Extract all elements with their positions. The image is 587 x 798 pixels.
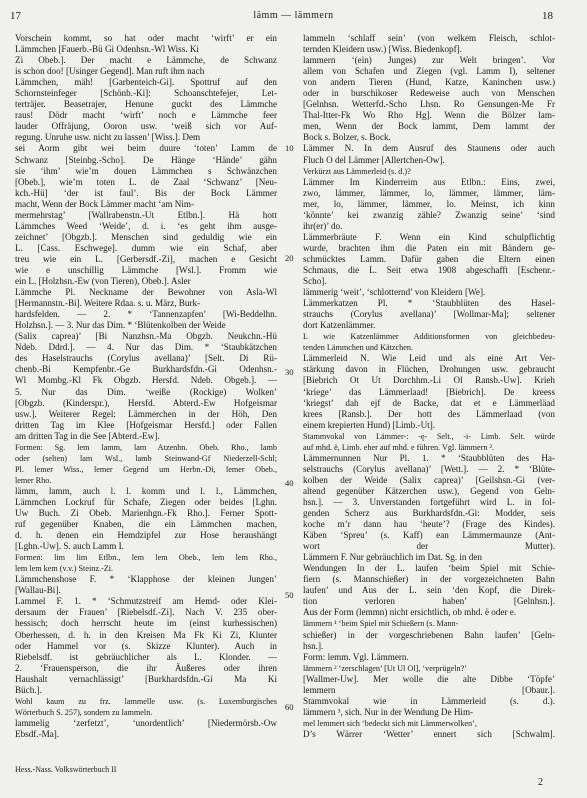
text-line: Fluch O del Lämmer [Allertchen-Ow]. (303, 154, 445, 165)
text-line: genden Scherz aus Burkhardsfdn.-Gi: Modder, seis (303, 508, 555, 519)
text-line: men, Wenn der Bock lammt, Dem lammt der (303, 121, 555, 132)
text-line: [Lghn.-Uw]. S. auch Lamm I. (15, 541, 124, 552)
text-line: zeichnet’ [Obgzb.]. Menschen sind geduldig wie ein (15, 231, 277, 242)
signature-mark: 2 (538, 777, 543, 788)
text-line: 5. Nur das Dim. ‘weiße (Rockige) Wolken’ (15, 386, 277, 397)
text-line: Scho]. (303, 276, 327, 287)
text-line: lammern ‘(ein) Junges) zur Welt bringen’. Vor (303, 55, 555, 66)
line-number: 60 (285, 702, 294, 712)
line-number: 30 (285, 367, 294, 377)
text-line: kch.-Hü] ‘der ist faul’. Bis der Bock Lämmer (15, 187, 277, 198)
text-line: Formen: Sg. lem lamm, lam Atzenhn. Obeb. Rho., lamb (15, 442, 277, 452)
text-line: Lämmerleid N. Wie Leid und als eine Art Ver- (303, 353, 555, 364)
text-line: ein L. [Holzhsn.-Ew (von Tieren), Obeb.]. Asler (15, 276, 191, 287)
text-line: Ndeb. Ddrd.]. — 4. Nur das Dim. * ‘Staubkätzchen (15, 342, 277, 353)
text-line: oder in burschikoser Redeweise auch von Menschen (303, 88, 555, 99)
text-line: selstrauchs (Corylus avellana)’ [Wett.]. — 2. * ‘Blüte- (303, 463, 555, 474)
text-line: Aus der Form (lemmn) nicht ersichtlich, ob mhd. ë oder e. (303, 607, 517, 618)
text-line: Schornsteinfeger [Schönb.-Ki]: Schoanschtefejer, Let- (15, 88, 277, 99)
text-line: Lämmernunnen Nur Pl. 1. * ‘Staubblüten des Ha- (303, 452, 555, 463)
text-line: strauchs (Corylus avellana)’ [Wollmar-Ma]; seltener (303, 309, 555, 320)
text-line: sie ‘ihm’ wie’m douen Lämmchen s Schwänzchen (15, 165, 277, 176)
line-number: 20 (285, 253, 294, 263)
text-line: Haushalt vernachlässigt’ [Burkhardsfdn.-Gi Ma Ki (15, 673, 277, 684)
text-line: lämmern ³, sich. Nur in der Wendung De Him- (303, 706, 474, 717)
text-line: Holzhsn.]. — 3. Nur das Dim. * ‘Blütenkolben der Weide (15, 320, 226, 331)
text-line: regung. Unruhe usw. nicht zu lassen’ [Wiss.]. Dem (15, 132, 201, 143)
text-line: ‘kriege’ das Lämmerlaad! [Biebrich]. De kreess (303, 386, 555, 397)
text-line: Wohl kaum zu frz. lammelle usw. (s. Luxemburgisches (15, 696, 277, 706)
text-line: 2. ‘Frauensperson, die ihr Äußeres oder ihren (15, 662, 277, 673)
text-line: Lämmern F. Nur gebräuchlich im Dat. Sg. in den (303, 552, 482, 563)
text-line: auf mhd. ë, Limb. eher auf mhd. e führen. Vgl. lämmern ². (303, 442, 495, 452)
page-number-left: 17 (10, 10, 21, 22)
running-head-title: lämm — lämmern (253, 10, 334, 21)
text-line: ‘könnte’ kei zwanzig zähle? Zwanzig seine’ ‘sind (303, 209, 555, 220)
text-line: lämm, lamm, auch l. l. komm und l. l., Lämmchen, (15, 485, 277, 496)
running-header (0, 10, 587, 26)
text-line: lem lem kem (v.v.) Steinz.-Zi. (15, 564, 114, 574)
text-line: Wl Mombg.-Kl Fk Obgzb. Hersfd. Ndeb. Obgeb.]. — (15, 375, 277, 386)
text-line: (Salix caprea)’ [Bi Nanzhsn.-Ma Obgzb. Neukchn.-Hü (15, 331, 277, 342)
text-line: wurde, brachten ihm die Paten ein mit Bändern ge- (303, 242, 555, 253)
text-line: chenb.-Bi Kempfenbr.-Ge Burkhardsfdn.-Gi Odenhsn.- (15, 364, 277, 375)
text-line: lauder Offräjung, Ooron usw. ‘weiß sich vor Auf- (15, 121, 277, 132)
text-line: lämmerig ‘weit’, ‘schlotternd’ von Kleidern [We]. (303, 287, 486, 298)
text-line: L wie Katzenlämmer Additionsformen von gleichbedeu- (303, 332, 555, 342)
line-number: 10 (285, 143, 294, 153)
text-line: [Gelnhsn. Wetterfd.-Scho Lhsn. Ro Gensungen-Me Fr (303, 99, 555, 110)
text-line: Pl. lemer Wiss., lemer Gegend um Herbn.-Di, lemer Obeb., (15, 464, 277, 474)
text-line: einem krepierten Hund) [Limb.-Ut]. (303, 419, 436, 430)
text-line: wort der Mutter). (303, 541, 555, 552)
text-line: oder (selten) lam Wsl., lamb Steinwand-Gf Niederzell-Schl; (15, 453, 277, 463)
text-line: Büch.]. (15, 684, 42, 695)
text-line: schmücktes Lamm. Dafür gaben die Eltern einen (303, 253, 555, 264)
text-line: Schwanz [Steinbg.-Scho]. De Hänge ‘Hände’ gähn (15, 154, 277, 165)
text-line: mermehrstag’ [Wallrabenstn.-Ut Etlbn.]. Hä hott (15, 209, 277, 220)
text-line: terträjer. Beasetrajer, Henune guckt des Lämmche (15, 99, 277, 110)
page-number-right: 18 (542, 10, 553, 22)
text-line: stärkung davon in Flüchen, Drohungen usw. gebraucht (303, 364, 555, 375)
text-line: hessisch; doch herrscht heute im (einst kurhessischen) (15, 618, 277, 629)
text-line: lämmern ¹ ‘beim Spiel mit Schießern (s. Mann- (303, 619, 459, 629)
text-line: von andern Tieren (Hund, Katze, Kaninchen usw.) (303, 77, 555, 88)
text-line: oder Hammel vor (s. Skizze Klunter). Auch in (15, 640, 277, 651)
text-line: [Wallmer-Uw]. Mer wolle die alte Dibbe ‘Töpfe’ (303, 673, 555, 684)
text-line: ternden Kleidern usw.) [Wiss. Biedenkopf]. (303, 44, 462, 55)
text-line: usw.]. Weiterer Regel: Lämmerchen in der Höh, Den (15, 408, 277, 419)
text-line: laufen’ und Aus der L. sein ‘den Kopf, die Direk- (303, 585, 555, 596)
text-line: L. [Cass. Eschwege]. dumm wie ein Schaf, aber (15, 242, 277, 253)
text-line: tion verloren haben’ [Gelnhsn.]. (303, 596, 555, 607)
text-line: Stammvokal wie in Lämmerleid (s. d.). (303, 695, 555, 706)
text-line: Lämmerkatzen Pl. * ‘Staubblüten des Hasel- (303, 298, 555, 309)
text-line: Lämmches Weed ‘Weide’, d. i. ‘es geht ihm ausge- (15, 220, 277, 231)
text-line: ihr(er)’ do. (303, 220, 343, 231)
left-column (15, 33, 277, 740)
text-line: koche m’r dann hau ‘heute’? (Frage des Kindes). (303, 519, 555, 530)
text-line: lemer Rho. (15, 475, 52, 485)
text-line: mer, lo, lämmer, lämmer, lo. Meinst, ich kinn (303, 198, 555, 209)
text-line: Lämmchenshose F. * ‘Klapphose der kleinen Jungen’ (15, 574, 277, 585)
text-line: altend gegenüber Kätzerchen usw.), Gegend von Geln- (303, 485, 555, 496)
text-line: allem von Schafen und Ziegen (vgl. Lamm I), seltener (303, 66, 555, 77)
text-line: des Haselstrauchs (Corylus avellana)’ [Selt. Di Rü- (15, 353, 277, 364)
line-number: 40 (285, 478, 294, 488)
footer-title: Hess.-Nass. Volkswörterbuch II (15, 765, 117, 774)
text-line: Lämmer Im Kinderreim aus Etlbn.: Eins, zwei, (303, 176, 555, 187)
text-line: Thal-Itter-Fk Wo Rho Hg]. Wenn die Bölzer lam- (303, 110, 555, 121)
text-line: lemmern [Obaur.]. (303, 684, 555, 695)
text-line: [Hermannstn.-Bi]. Weitere Rdaa. s. u. März, Burk- (15, 298, 201, 309)
text-line: macht, Wenn der Bock Lämmer macht ‘am Nim- (15, 198, 195, 209)
text-line: Verkürzt aus Lämmerleid (s. d.)? (303, 166, 411, 176)
text-line: Zi Obeb.]. Der macht e Lämmche, de Schwanz (15, 55, 277, 66)
right-column (303, 33, 555, 740)
text-line: is schon doo! [Usinger Gegend]. Man ruft ihm nach (15, 66, 205, 77)
text-line: Lämmchen, mäh! [Garbenteich-Gi]. Spottruf auf den (15, 77, 277, 88)
text-line: lammelig ‘zerfetzt’, ‘unordentlich’ [Niedermörsb.-Ow (15, 717, 277, 728)
text-line: hsn.]. — 3. Unverstanden fortgeführt wird L. in fol- (303, 496, 555, 507)
text-line: schießer) in der vorgeschriebenen Bahn laufen’ [Geln- (303, 629, 555, 640)
text-line: Schmaus, die L. Seit etwa 1908 abgeschafft [Eschenr.- (303, 264, 555, 275)
text-line: [Biebrich Ot Ut Dorchhm.-Li Ol Ransb.-Uw]. Krieh (303, 375, 555, 386)
text-line: krees [Ransb.]. Der hott des Lämmerlaad (von (303, 408, 555, 419)
text-line: tenden Lämmchen und Kätzchen. (303, 343, 414, 353)
text-line: Wendungen In der L. laufen ‘beim Spiel mit Schie- (303, 563, 555, 574)
text-line: sei Aorm gibt wei beim duure ‘toten’ Lamm de (15, 143, 277, 154)
text-line: Riebelsdf. ist gebräuchlicher als L. Klonder. — (15, 651, 277, 662)
text-line: [Obeb.], wie’m toten L. de Zaal ‘Schwanz’ [Neu- (15, 176, 277, 187)
text-line: mel lemmert sich ‘bedeckt sich mit Lämmerwolken’, (303, 718, 477, 728)
text-line: Ebsdf.-Ma]. (15, 728, 60, 739)
text-line: hardsfelden. — 2. * ‘Tannenzapfen’ [Wi-Beddelhn. (15, 309, 277, 320)
text-line: d. h. denen ein Hemdzipfel zur Hose heraushängt (15, 530, 277, 541)
text-line: treu wie ein L. [Gerbersdf.-Zi], machen e Gesicht (15, 253, 277, 264)
text-line: kolben der Weide (Salix caprea)’ [Geilshsn.-Gi (ver- (303, 474, 555, 485)
text-line: Wörterbuch S. 257), sondern zu lammeln. (15, 707, 153, 717)
text-line: Lämmer N. In dem Ausruf des Staunens oder auch (303, 143, 555, 154)
text-line: Lämmchen [Fauerb.-Bü Gi Odenhsn.-Wl Wiss. Ki (15, 44, 199, 55)
text-line: lämmern ² ‘zerschlagen’ [Ut Ul Ol], ‘verprügeln?’ (303, 663, 467, 673)
line-number: 50 (285, 590, 294, 600)
text-line: Lämmche Pl. Neckname der Bewohner von Asla-Wl (15, 287, 277, 298)
text-line: Vorschein kommt, so hat oder macht ‘wirft’ er ein (15, 33, 277, 43)
text-line: Bock s. Bolzer, s. Bock. (303, 132, 391, 143)
text-line: Lämmerbräute F. Wenn ein Kind schulpflichtig (303, 231, 555, 242)
text-line: dersaum der Frauen’ [Riebelsdf.-Zi]. Nach V. 235 ober- (15, 607, 277, 618)
text-line: [Wallau-Bi]. (15, 585, 61, 596)
text-line: Oberhessen, d. h. in den Kreisen Ma Fk Ki Zi, Klunter (15, 629, 277, 640)
text-line: fiern (s. Mannschießer) in der vorgezeichneten Bahn (303, 574, 555, 585)
text-line: ‘kriegst’ dah ejf de Backe, dat et e Lämmerläad (303, 397, 555, 408)
text-line: am dritten Tag in die See [Abterd.-Ew]. (15, 430, 160, 441)
text-line: [Obgzb. (Kinderspr.), Hersfd. Abterd.-Ew Hofgeismar (15, 397, 277, 408)
text-line: dort Katzenlämmer. (303, 320, 376, 331)
text-line: dritten Tag im Klee [Hofgeismar Hersfd.] oder Fallen (15, 419, 277, 430)
text-line: Form: lemm. Vgl. Lämmern. (303, 651, 409, 662)
text-line: Stammvokal von Lämmer-: -ę- Selt., -i- Limb. Selt. würde (303, 431, 555, 441)
text-line: Uw Buch. Zi Obeb. Marienhgn.-Fk Rho.]. Ferner Spott- (15, 508, 277, 519)
text-line: hsn.]. (303, 640, 324, 651)
text-line: zwo, lämmer, lämmer, lo, lämmer, lämmer, läm- (303, 187, 555, 198)
text-line: Käben ‘Spreu’ (s. Kaff) ean Lämmermaunze (Ant- (303, 530, 555, 541)
text-line: raus! Dödr macht ‘wirft’ noch e Lämmche feer (15, 110, 277, 121)
text-line: Formen: lim lim Etlbn., lem lem Obeb., lem lem Rho., (15, 553, 277, 563)
text-line: Lammel F. 1. * ‘Schmutzstreif am Hemd- oder Klei- (15, 596, 277, 607)
text-line: wie e unschillig Lämmche [Wsl.]. Fromm wie (15, 264, 277, 275)
text-line: ruf gegenüber Knaben, die ein Lämmchen machen, (15, 519, 277, 530)
text-line: lammeln ‘schlaff sein’ (von welkem Fleisch, schlot- (303, 33, 555, 43)
text-line: D’s Wärrer ‘Wetter’ ennert sich [Schwalm]. (303, 728, 555, 739)
text-line: Lämmchen Lockruf für Schafe, Ziegen oder beides [Lghn. (15, 496, 277, 507)
